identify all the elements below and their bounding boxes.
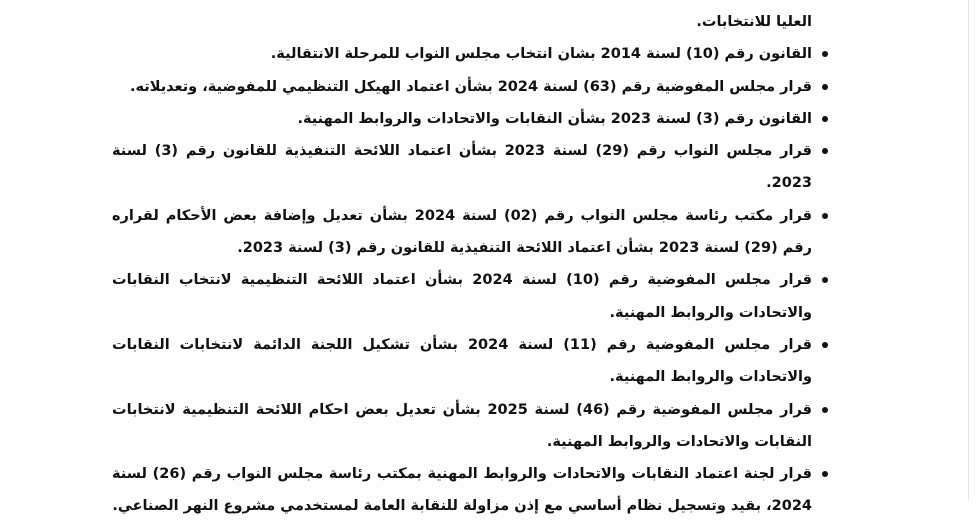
- list-item: قرار مكتب رئاسة مجلس النواب رقم (02) لسنة 2024 بشأن تعديل وإضافة بعض الأحكام لقراره رقم (29) لسنة 2023 بشأن اعتماد اللائحة التنفيذية للقانون رقم (3) لسنة 2023.: [112, 200, 812, 265]
- legislation-list: [112, 38, 812, 522]
- document-body: [112, 6, 812, 523]
- list-item: قرار مجلس المفوضية رقم (10) لسنة 2024 بشأن اعتماد اللائحة التنظيمية لانتخاب النقابات والاتحادات والروابط المهنية.: [112, 264, 812, 329]
- list-item: قرار لجنة اعتماد النقابات والاتحادات والروابط المهنية بمكتب رئاسة مجلس النواب رقم (26) لسنة 2024، بقيد وتسجيل نظام أساسي مع إذن مزاولة للنقابة العامة لمستخدمي مشروع النهر الصناعي.: [112, 458, 812, 523]
- list-item: قرار مجلس المفوضية رقم (63) لسنة 2024 بشأن اعتماد الهيكل التنظيمي للمفوضية، وتعديلاته.: [112, 71, 812, 103]
- list-item: قرار مجلس المفوضية رقم (46) لسنة 2025 بشأن تعديل بعض احكام اللائحة التنظيمية لانتخابات النقابات والاتحادات والروابط المهنية.: [112, 394, 812, 459]
- list-item: قرار مجلس المفوضية رقم (11) لسنة 2024 بشأن تشكيل اللجنة الدائمة لانتخابات النقابات والاتحادات والروابط المهنية.: [112, 329, 812, 394]
- list-item: القانون رقم (3) لسنة 2023 بشأن النقابات والاتحادات والروابط المهنية.: [112, 103, 812, 135]
- page-edge: [968, 0, 969, 500]
- continuation-text: العليا للانتخابات.: [696, 14, 812, 30]
- list-item: القانون رقم (10) لسنة 2014 بشان انتخاب مجلس النواب للمرحلة الانتقالية.: [112, 38, 812, 70]
- list-item: قرار مجلس النواب رقم (29) لسنة 2023 بشأن اعتماد اللائحة التنفيذية للقانون رقم (3) لسنة 2023.: [112, 135, 812, 200]
